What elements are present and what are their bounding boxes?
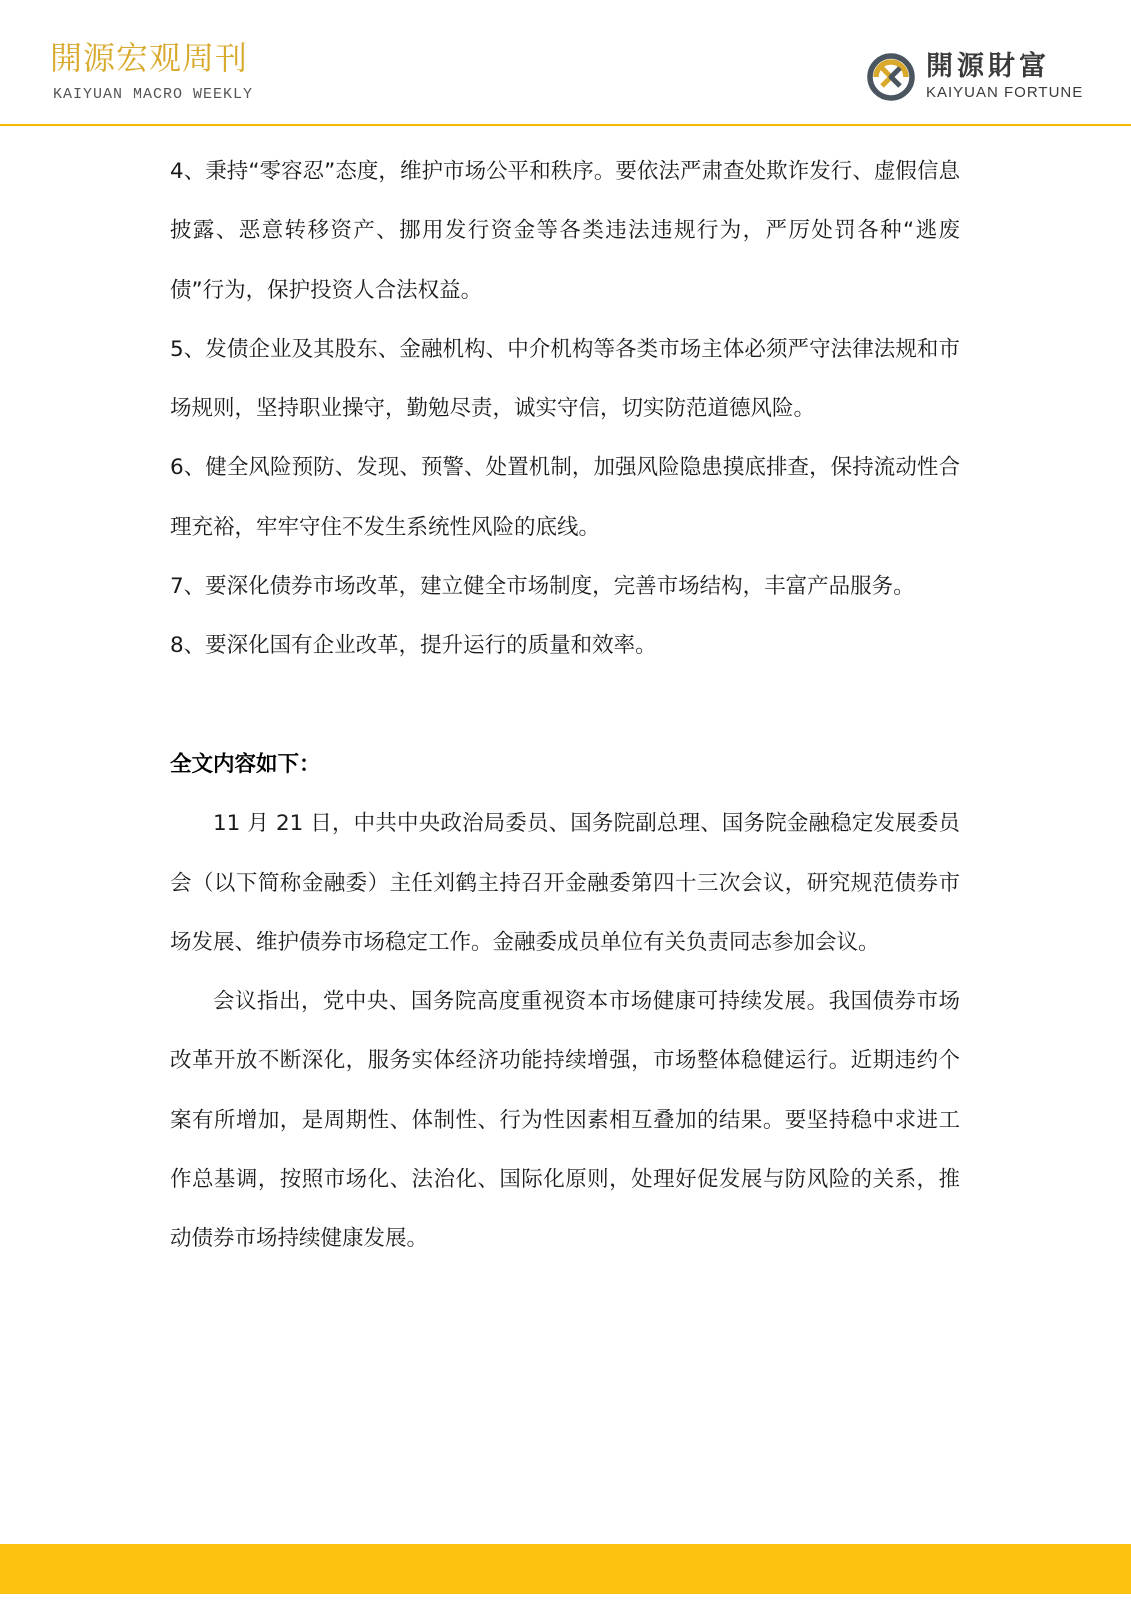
section-heading: 全文内容如下：: [170, 751, 321, 777]
logo-english-name: KAIYUAN FORTUNE: [926, 84, 1084, 101]
list-item: 7、要深化债券市场改革，建立健全市场制度，完善市场结构，丰富产品服务。: [170, 574, 915, 600]
body-paragraph: 11 月 21 日，中共中央政治局委员、国务院副总理、国务院金融稳定发展委员会（以下简称金融委）主任刘鹤主持召开金融委第四十三次会议，研究规范债券市场发展、维护债券市场稳定工作。金融委成员单位有关负责同志参加会议。: [170, 811, 960, 955]
publication-subtitle: KAIYUAN MACRO WEEKLY: [53, 86, 254, 103]
kaiyuan-fortune-logo: [866, 52, 1106, 104]
publication-title: 開源宏观周刊: [50, 39, 249, 77]
footer-bar: [0, 1544, 1131, 1594]
page-header: [0, 0, 1131, 126]
kaiyuan-logo-icon: [866, 52, 916, 102]
logo-chinese-name: 開源財富: [926, 51, 1050, 82]
list-item: 6、健全风险预防、发现、预警、处置机制，加强风险隐患摸底排查，保持流动性合理充裕，牢牢守住不发生系统性风险的底线。: [170, 455, 960, 540]
body-paragraph: 会议指出，党中央、国务院高度重视资本市场健康可持续发展。我国债券市场改革开放不断深化，服务实体经济功能持续增强，市场整体稳健运行。近期违约个案有所增加，是周期性、体制性、行为性因素相互叠加的结果。要坚持稳中求进工作总基调，按照市场化、法治化、国际化原则，处理好促发展与防风险的关系，推动债券市场持续健康发展。: [170, 989, 960, 1252]
document-body: [170, 142, 960, 1269]
list-item: 4、秉持“零容忍”态度，维护市场公平和秩序。要依法严肃查处欺诈发行、虚假信息披露、恶意转移资产、挪用发行资金等各类违法违规行为，严厉处罚各种“逃废债”行为，保护投资人合法权益。: [170, 159, 960, 303]
header-divider: [0, 124, 1131, 126]
section-spacer: [170, 676, 960, 735]
list-item: 8、要深化国有企业改革，提升运行的质量和效率。: [170, 633, 657, 659]
list-item: 5、发债企业及其股东、金融机构、中介机构等各类市场主体必须严守法律法规和市场规则，坚持职业操守，勤勉尽责，诚实守信，切实防范道德风险。: [170, 336, 960, 422]
